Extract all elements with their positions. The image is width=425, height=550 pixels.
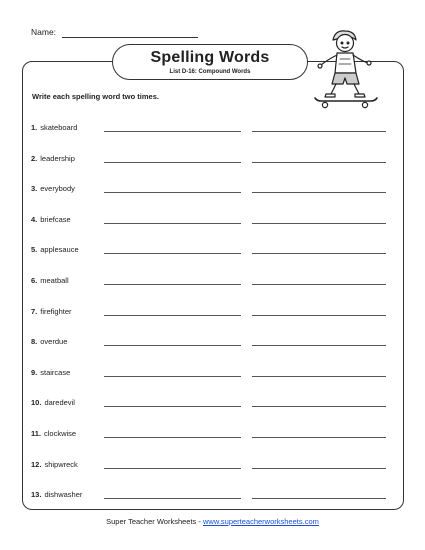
spelling-word: shipwreck bbox=[44, 459, 78, 469]
writing-line-second[interactable] bbox=[252, 406, 386, 407]
word-number: 12. bbox=[31, 459, 42, 469]
spelling-word: firefighter bbox=[40, 306, 72, 316]
writing-line-first[interactable] bbox=[104, 468, 241, 469]
word-row bbox=[31, 337, 391, 349]
writing-line-second[interactable] bbox=[252, 162, 386, 163]
writing-line-first[interactable] bbox=[104, 253, 241, 254]
word-number: 3. bbox=[31, 184, 38, 194]
writing-line-first[interactable] bbox=[104, 345, 241, 346]
word-number: 2. bbox=[31, 153, 38, 163]
writing-line-second[interactable] bbox=[252, 192, 386, 193]
word-row bbox=[31, 398, 391, 410]
footer bbox=[0, 517, 425, 526]
footer-separator: - bbox=[196, 517, 203, 526]
spelling-word: briefcase bbox=[40, 214, 71, 224]
spelling-word: leadership bbox=[40, 153, 75, 163]
word-row bbox=[31, 460, 391, 472]
writing-line-first[interactable] bbox=[104, 498, 241, 499]
word-number: 6. bbox=[31, 276, 38, 285]
writing-line-second[interactable] bbox=[252, 223, 386, 224]
word-row bbox=[31, 184, 391, 196]
spelling-word: meatball bbox=[40, 276, 69, 285]
instructions-text: Write each spelling word two times. bbox=[32, 92, 159, 101]
word-row bbox=[31, 215, 391, 227]
skateboarder-icon bbox=[305, 26, 385, 110]
writing-line-first[interactable] bbox=[104, 223, 241, 224]
word-number: 10. bbox=[31, 398, 42, 408]
word-row bbox=[31, 123, 391, 135]
word-row bbox=[31, 368, 391, 380]
page-title: Spelling Words bbox=[150, 49, 270, 66]
word-number: 11. bbox=[31, 429, 42, 438]
spelling-word: everybody bbox=[40, 184, 75, 194]
spelling-word: overdue bbox=[40, 337, 68, 347]
word-row bbox=[31, 245, 391, 257]
writing-line-first[interactable] bbox=[104, 192, 241, 193]
writing-line-second[interactable] bbox=[252, 498, 386, 499]
writing-line-second[interactable] bbox=[252, 131, 386, 132]
footer-brand: Super Teacher Worksheets bbox=[106, 517, 197, 526]
word-number: 4. bbox=[31, 214, 38, 224]
word-row bbox=[31, 276, 391, 288]
word-row bbox=[31, 154, 391, 166]
word-number: 8. bbox=[31, 337, 38, 347]
writing-line-second[interactable] bbox=[252, 345, 386, 346]
word-row bbox=[31, 490, 391, 502]
writing-line-second[interactable] bbox=[252, 376, 386, 377]
spelling-word: applesauce bbox=[40, 245, 79, 255]
writing-line-second[interactable] bbox=[252, 315, 386, 316]
writing-line-first[interactable] bbox=[104, 315, 241, 316]
word-number: 5. bbox=[31, 245, 38, 255]
writing-line-second[interactable] bbox=[252, 253, 386, 254]
word-number: 1. bbox=[31, 123, 38, 132]
footer-website-link[interactable]: www.superteacherworksheets.com bbox=[202, 517, 319, 526]
title-banner bbox=[112, 44, 308, 80]
spelling-word: dishwasher bbox=[44, 490, 83, 500]
name-field-line[interactable] bbox=[62, 37, 198, 38]
writing-line-first[interactable] bbox=[104, 406, 241, 407]
writing-line-second[interactable] bbox=[252, 284, 386, 285]
writing-line-second[interactable] bbox=[252, 437, 386, 438]
writing-line-first[interactable] bbox=[104, 376, 241, 377]
writing-line-first[interactable] bbox=[104, 131, 241, 132]
word-number: 7. bbox=[31, 306, 38, 316]
writing-line-second[interactable] bbox=[252, 468, 386, 469]
name-label: Name: bbox=[31, 27, 57, 37]
spelling-word: skateboard bbox=[40, 123, 78, 132]
writing-line-first[interactable] bbox=[104, 162, 241, 163]
writing-line-first[interactable] bbox=[104, 437, 241, 438]
word-number: 13. bbox=[31, 490, 42, 500]
word-row bbox=[31, 429, 391, 441]
spelling-word: daredevil bbox=[44, 398, 75, 408]
list-subtitle: List D-16: Compound Words bbox=[169, 69, 251, 75]
spelling-word: staircase bbox=[40, 367, 71, 377]
word-row bbox=[31, 307, 391, 319]
spelling-word: clockwise bbox=[44, 429, 77, 438]
word-number: 9. bbox=[31, 367, 38, 377]
writing-line-first[interactable] bbox=[104, 284, 241, 285]
